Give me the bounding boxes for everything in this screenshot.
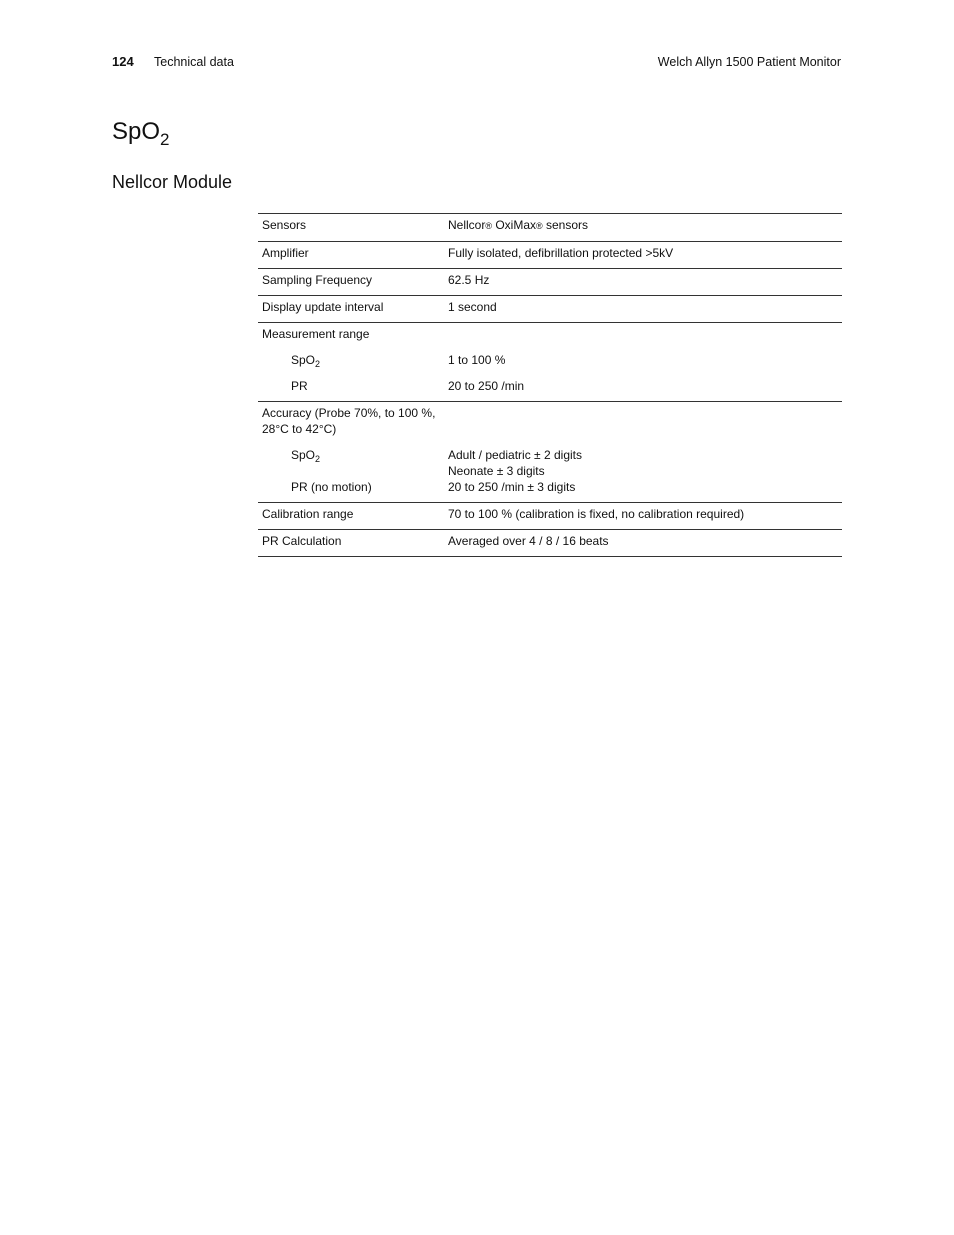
table-row <box>258 269 842 296</box>
table-row <box>258 447 842 479</box>
spec-sublabel <box>258 447 448 479</box>
spec-value <box>448 447 842 479</box>
section-name: Technical data <box>154 55 234 69</box>
spec-value <box>448 323 842 353</box>
spec-table <box>258 213 842 557</box>
table-row <box>258 296 842 323</box>
table-row <box>258 378 842 402</box>
table-row <box>258 530 842 557</box>
spec-value-line: Neonate ± 3 digits <box>448 464 545 478</box>
registered-mark: ® <box>485 221 492 231</box>
spec-value: 62.5 Hz <box>448 269 842 296</box>
table-row <box>258 242 842 269</box>
spec-value: 1 second <box>448 296 842 323</box>
page-title-text: SpO <box>112 118 161 145</box>
spec-value: Fully isolated, defibrillation protected >5kV <box>448 242 842 269</box>
page-header <box>112 53 841 71</box>
spec-sublabel: PR (no motion) <box>291 480 372 494</box>
table-row <box>258 352 842 378</box>
spec-value: Averaged over 4 / 8 / 16 beats <box>448 530 842 557</box>
page-number: 124 <box>112 54 134 69</box>
spec-label: Accuracy (Probe 70%, to 100 %, 28°C to 42°C) <box>258 402 448 448</box>
registered-mark: ® <box>536 221 543 231</box>
spec-value-part: OxiMax <box>491 218 536 232</box>
table-row <box>258 503 842 530</box>
spec-sublabel-subscript: 2 <box>315 359 321 369</box>
spec-label: Sensors <box>258 214 448 242</box>
spec-sublabel <box>258 352 448 378</box>
spec-value: 1 to 100 % <box>448 353 506 367</box>
spec-sublabel: PR <box>291 379 308 393</box>
spec-value: 20 to 250 /min <box>448 379 525 393</box>
spec-label: Sampling Frequency <box>258 269 448 296</box>
page-title-subscript: 2 <box>160 130 170 149</box>
section-heading: Nellcor Module <box>112 172 233 192</box>
spec-label: PR Calculation <box>258 530 448 557</box>
spec-value-line: Adult / pediatric ± 2 digits <box>448 448 582 462</box>
spec-label: Calibration range <box>258 503 448 530</box>
spec-sublabel-text: SpO <box>291 353 316 367</box>
spec-value <box>448 402 842 448</box>
spec-value-part: Nellcor <box>448 218 486 232</box>
document-title: Welch Allyn 1500 Patient Monitor <box>657 55 841 69</box>
spec-value-part: sensors <box>542 218 588 232</box>
table-row <box>258 402 842 448</box>
spec-label: Display update interval <box>258 296 448 323</box>
spec-value: 70 to 100 % (calibration is fixed, no calibration required) <box>448 503 842 530</box>
spec-label: Measurement range <box>258 323 448 353</box>
spec-value <box>448 214 842 242</box>
table-row <box>258 479 842 503</box>
spec-sublabel-subscript: 2 <box>315 454 321 464</box>
spec-sublabel-text: SpO <box>291 448 316 462</box>
spec-value: 20 to 250 /min ± 3 digits <box>448 480 576 494</box>
spec-label: Amplifier <box>258 242 448 269</box>
table-row <box>258 214 842 242</box>
page-title <box>112 117 170 155</box>
table-row <box>258 323 842 353</box>
